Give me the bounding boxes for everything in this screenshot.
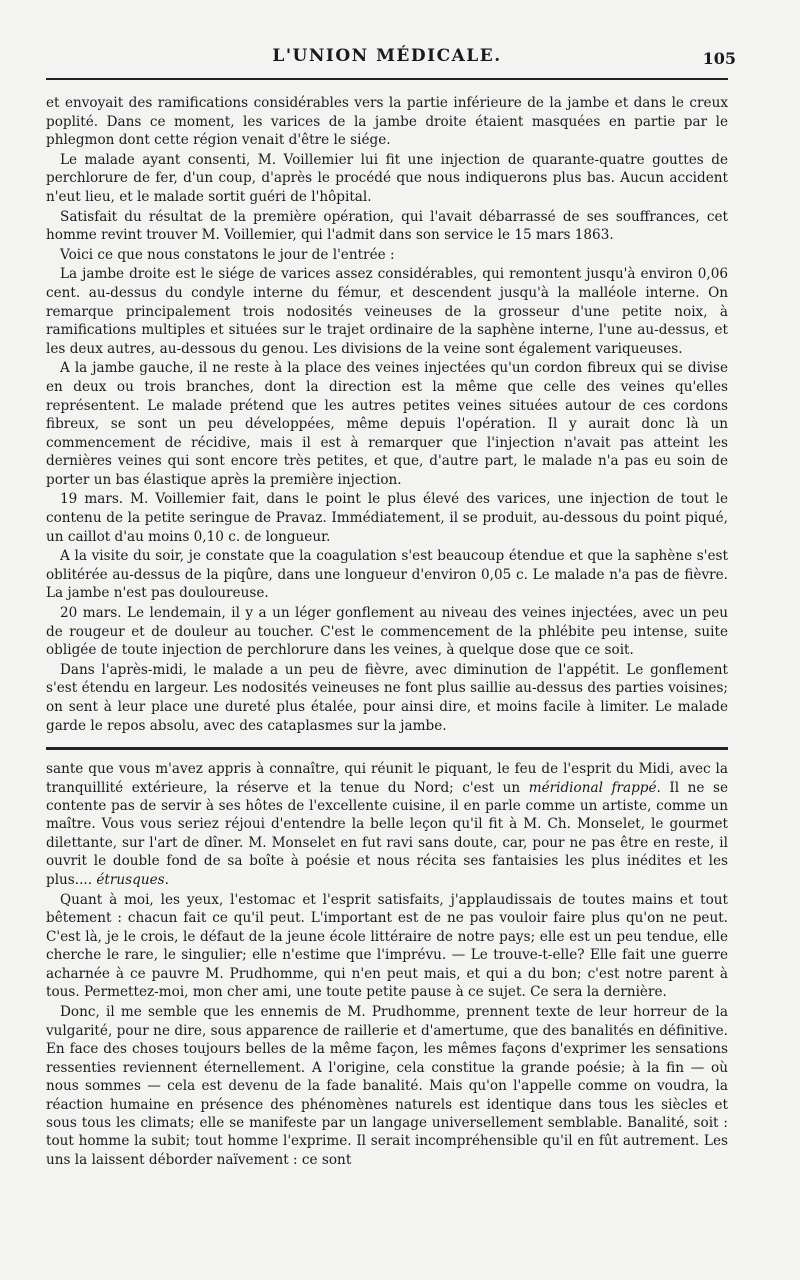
article-paragraph: Le malade ayant consenti, M. Voillemier lui fit une injection de quarante-quatre gouttes de perchlorure de fer, d'un coup, d'après le procédé que nous indiquerons plus bas. Aucun accident n'eut lieu, et le malade sortit guéri de l'hôpital. — [46, 151, 728, 205]
text-run: sante que vous m'avez appris à connaître, qui réunit le piquant, le feu de l'esprit du Midi, avec la tranquillité extérieure, la réserve et la tenue du Nord; c'est un — [46, 761, 728, 796]
feuilleton-paragraph — [46, 760, 728, 889]
article-paragraph: 20 mars. Le lendemain, il y a un léger gonflement au niveau des veines injectées, avec un peu de rougeur et de douleur au toucher. C'est le commencement de la phlébite peu intense, suite obligée de toute injection de perchlorure dans les veines, à quelque dose que ce soit. — [46, 605, 728, 659]
italic-phrase: méridional frappé — [528, 779, 657, 796]
article-paragraph: et envoyait des ramifications considérables vers la partie inférieure de la jambe et dans le creux poplité. Dans ce moment, les varices de la jambe droite étaient masquées en partie par le phlegmon dont cette région venait d'être le siége. — [46, 95, 728, 149]
article-paragraph: La jambe droite est le siége de varices assez considérables, qui remontent jusqu'à environ 0,06 cent. au-dessus du condyle interne du fémur, et descendent jusqu'à la malléole interne. On remarque principalement trois nodosités veineuses de la grosseur d'une petite noix, à ramifications multiples et situées sur le trajet ordinaire de la saphène interne, l'une au-dessus, et les deux autres, au-dessous du genou. Les divisions de la veine sont également variqueuses. — [46, 266, 728, 357]
article-body — [46, 78, 728, 735]
article-paragraph: Voici ce que nous constatons le jour de l'entrée : — [60, 246, 395, 263]
article-paragraph: A la visite du soir, je constate que la coagulation s'est beaucoup étendue et que la saphène s'est oblitérée au-dessus de la piqûre, dans une longueur d'environ 0,05 c. Le malade n'a pas de fièvre. La jambe n'est pas douloureuse. — [46, 548, 728, 602]
article-paragraph: Dans l'après-midi, le malade a un peu de fièvre, avec diminution de l'appétit. Le gonflement s'est étendu en largeur. Les nodosités veineuses ne font plus saillie au-dessus des parties voisines; on sent à leur place une dureté plus étalée, pour ainsi dire, et moins facile à limiter. Le malade garde le repos absolu, avec des cataplasmes sur la jambe. — [46, 661, 728, 734]
article-paragraph: A la jambe gauche, il ne reste à la place des veines injectées qu'un cordon fibreux qui se divise en deux ou trois branches, dont la direction est la même que celle des veines qu'elles représentent. Le malade prétend que les autres petites veines situées autour de ces cordons fibreux, se sont un peu développées, même depuis l'opération. Il y aurait donc là un commencement de récidive, mais il est à remarquer que l'injection n'avait pas atteint les dernières veines qui sont encore très petites, et que, d'autre part, le malade n'a pas eu soin de porter un bas élastique après la première injection. — [46, 360, 728, 488]
italic-phrase: étrusques — [96, 871, 165, 888]
text-run: . — [164, 871, 169, 888]
feuilleton-paragraph: Donc, il me semble que les ennemis de M. Prudhomme, prennent texte de leur horreur de la vulgarité, pour ne dire, sous apparence de raillerie et d'amertume, que des banalités en définitive. En face des choses toujours belles de la même façon, les mêmes façons d'exprimer les sensations ressenties reviennent éternellement. A l'origine, cela constitue la grande poésie; à la fin — où nous sommes — cela est devenu de la fade banalité. Mais qu'on l'appelle comme on voudra, la réaction humaine en présence des phénomènes naturels est identique dans tous les siècles et sous tous les climats; elle se manifeste par un langage universellement semblable. Banalité, soit : tout homme la subit; tout homme l'exprime. Il serait incompréhensible qu'il en fût autrement. Les uns la laissent déborder naïvement : ce sont — [46, 1004, 728, 1168]
feuilleton-divider — [46, 747, 728, 750]
feuilleton-paragraph: Quant à moi, les yeux, l'estomac et l'esprit satisfaits, j'applaudissais de toutes mains et tout bêtement : chacun fait ce qu'il peut. L'important est de ne pas vouloir faire plus qu'on ne peut. C'est là, je le crois, le défaut de la jeune école littéraire de notre pays; elle est un peu tendue, elle cherche le rare, le singulier; elle n'estime que l'imprévu. — Le trouve-t-elle? Elle fait une guerre acharnée à ce pauvre M. Prudhomme, qui n'en peut mais, et qui a du bon; c'est notre parent à tous. Permettez-moi, mon cher ami, une toute petite pause à ce sujet. Ce sera la dernière. — [46, 892, 728, 1001]
header-rule — [46, 78, 728, 80]
running-title: L'UNION MÉDICALE. — [272, 46, 502, 66]
article-paragraph: Satisfait du résultat de la première opération, qui l'avait débarrassé de ses souffrances, cet homme revint trouver M. Voillemier, qui l'admit dans son service le 15 mars 1863. — [46, 208, 728, 244]
feuilleton-body — [46, 760, 728, 1169]
text-run: . Il ne se contente pas de servir à ses hôtes de l'excellente cuisine, il en parle comme un artiste, comme un maître. Vous vous seriez réjoui d'entendre la belle leçon qu'il fit à M. Ch. Monselet, le gourmet dilettante, sur l'art de dîner. M. Monselet en fut ravi sans doute, car, pour ne pas être en reste, il ouvrit le double fond de sa boîte à poésie et nous récita ses fantaisies les plus inédites et les plus.... — [46, 779, 729, 888]
article-paragraph: 19 mars. M. Voillemier fait, dans le point le plus élevé des varices, une injection de tout le contenu de la petite seringue de Pravaz. Immédiatement, il se produit, au-dessous du point piqué, un caillot d'au moins 0,10 c. de longueur. — [46, 491, 728, 545]
page-header — [46, 0, 736, 78]
page-number: 105 — [702, 49, 736, 68]
